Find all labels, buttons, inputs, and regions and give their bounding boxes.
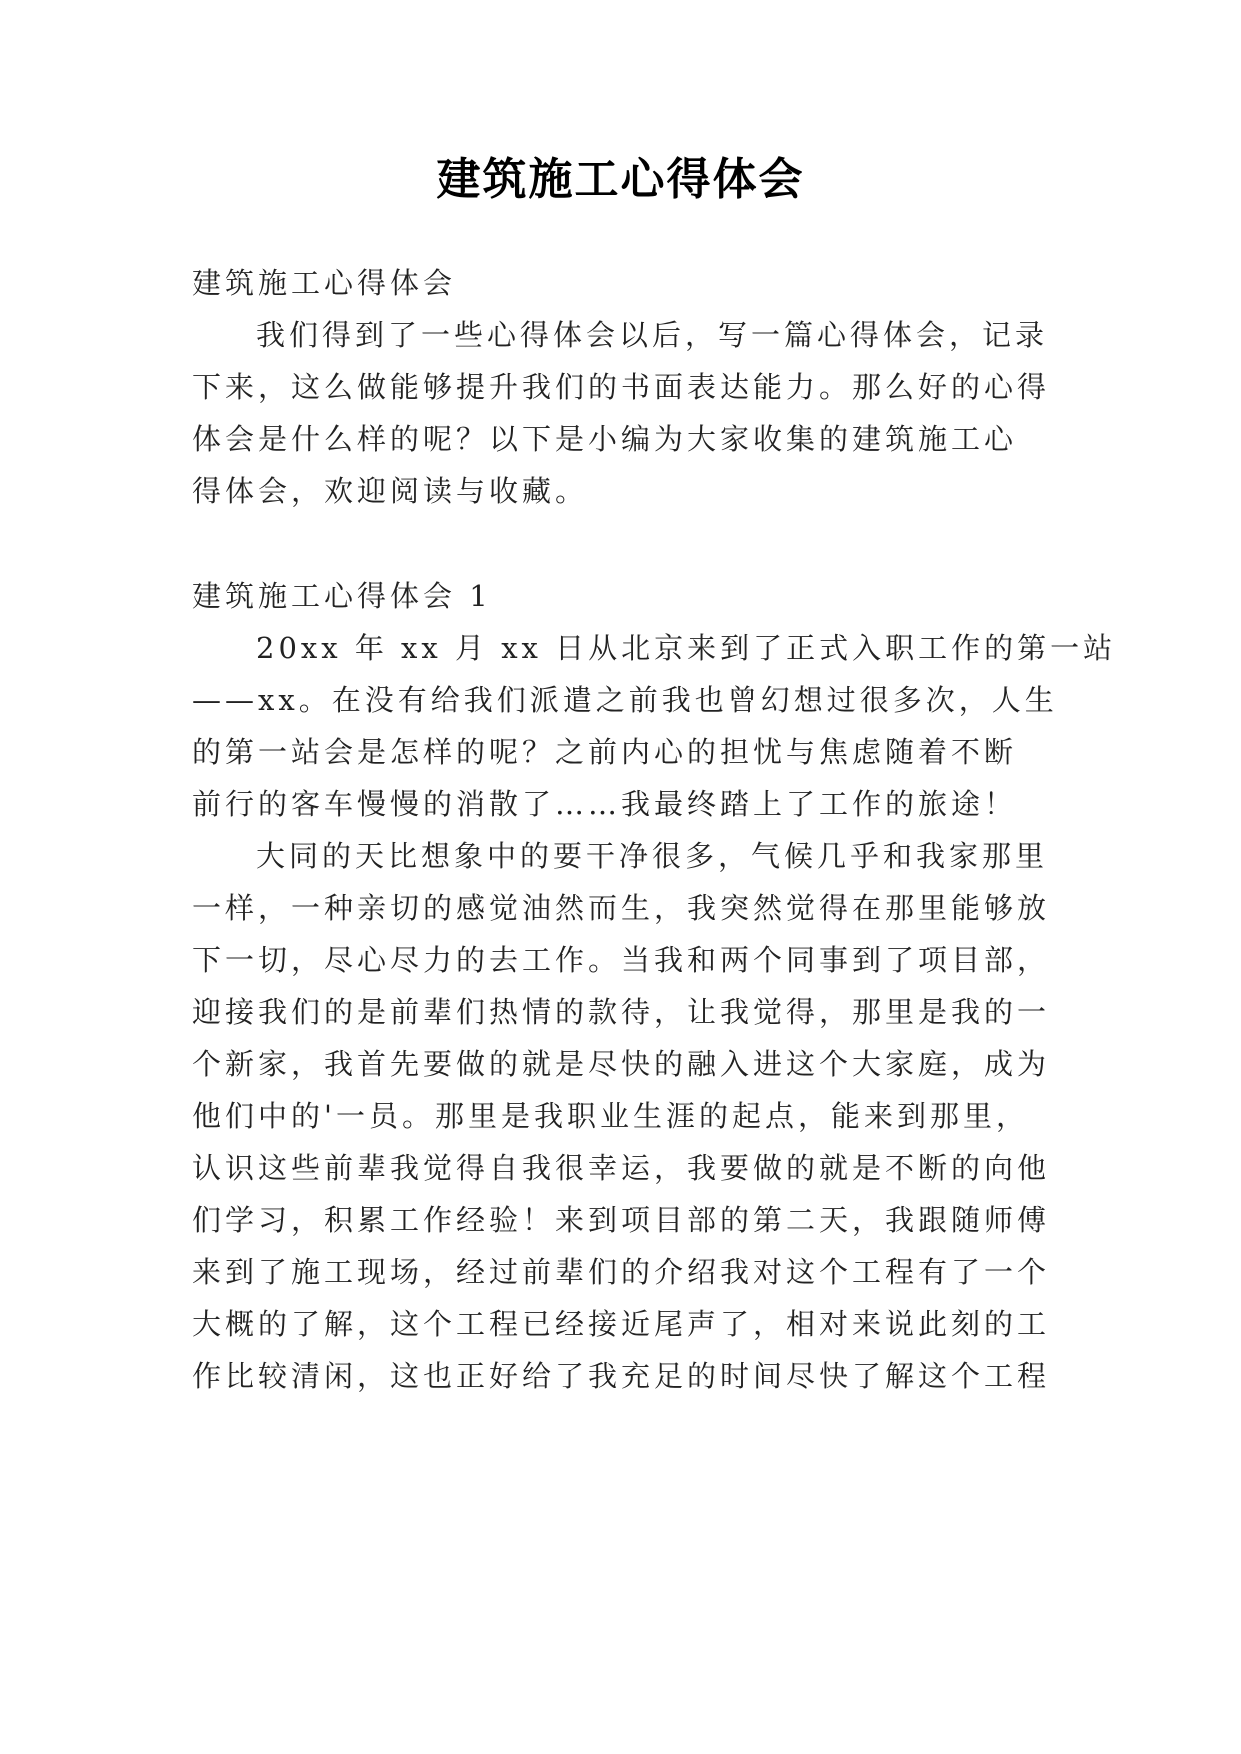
paragraph-line: 大同的天比想象中的要干净很多，气候几乎和我家那里	[256, 839, 1049, 873]
section-heading: 建筑施工心得体会 1	[192, 579, 492, 613]
paragraph-line: ——xx。在没有给我们派遣之前我也曾幻想过很多次，人生	[192, 683, 1058, 717]
paragraph-line: 下一切，尽心尽力的去工作。当我和两个同事到了项目部，	[192, 943, 1051, 977]
intro-line: 得体会，欢迎阅读与收藏。	[192, 474, 589, 508]
paragraph-line: 认识这些前辈我觉得自我很幸运，我要做的就是不断的向他	[192, 1151, 1051, 1185]
paragraph-line: 他们中的'一员。那里是我职业生涯的起点，能来到那里，	[192, 1099, 1029, 1133]
document-subtitle: 建筑施工心得体会	[192, 266, 457, 300]
intro-line: 体会是什么样的呢？以下是小编为大家收集的建筑施工心	[192, 422, 1018, 456]
paragraph-line: 们学习，积累工作经验！来到项目部的第二天，我跟随师傅	[192, 1203, 1051, 1237]
document-title: 建筑施工心得体会	[436, 154, 805, 205]
intro-line: 我们得到了一些心得体会以后，写一篇心得体会，记录	[256, 318, 1049, 352]
intro-line: 下来，这么做能够提升我们的书面表达能力。那么好的心得	[192, 370, 1051, 404]
paragraph-line: 20xx 年 xx 月 xx 日从北京来到了正式入职工作的第一站	[256, 631, 1117, 665]
paragraph-line: 一样，一种亲切的感觉油然而生，我突然觉得在那里能够放	[192, 891, 1051, 925]
paragraph-line: 的第一站会是怎样的呢？之前内心的担忧与焦虑随着不断	[192, 735, 1018, 769]
paragraph-line: 来到了施工现场，经过前辈们的介绍我对这个工程有了一个	[192, 1255, 1051, 1289]
paragraph-line: 个新家，我首先要做的就是尽快的融入进这个大家庭，成为	[192, 1047, 1051, 1081]
paragraph-line: 作比较清闲，这也正好给了我充足的时间尽快了解这个工程	[192, 1359, 1051, 1393]
paragraph-line: 迎接我们的是前辈们热情的款待，让我觉得，那里是我的一	[192, 995, 1051, 1029]
paragraph-line: 大概的了解，这个工程已经接近尾声了，相对来说此刻的工	[192, 1307, 1051, 1341]
paragraph-line: 前行的客车慢慢的消散了……我最终踏上了工作的旅途！	[192, 787, 1018, 821]
